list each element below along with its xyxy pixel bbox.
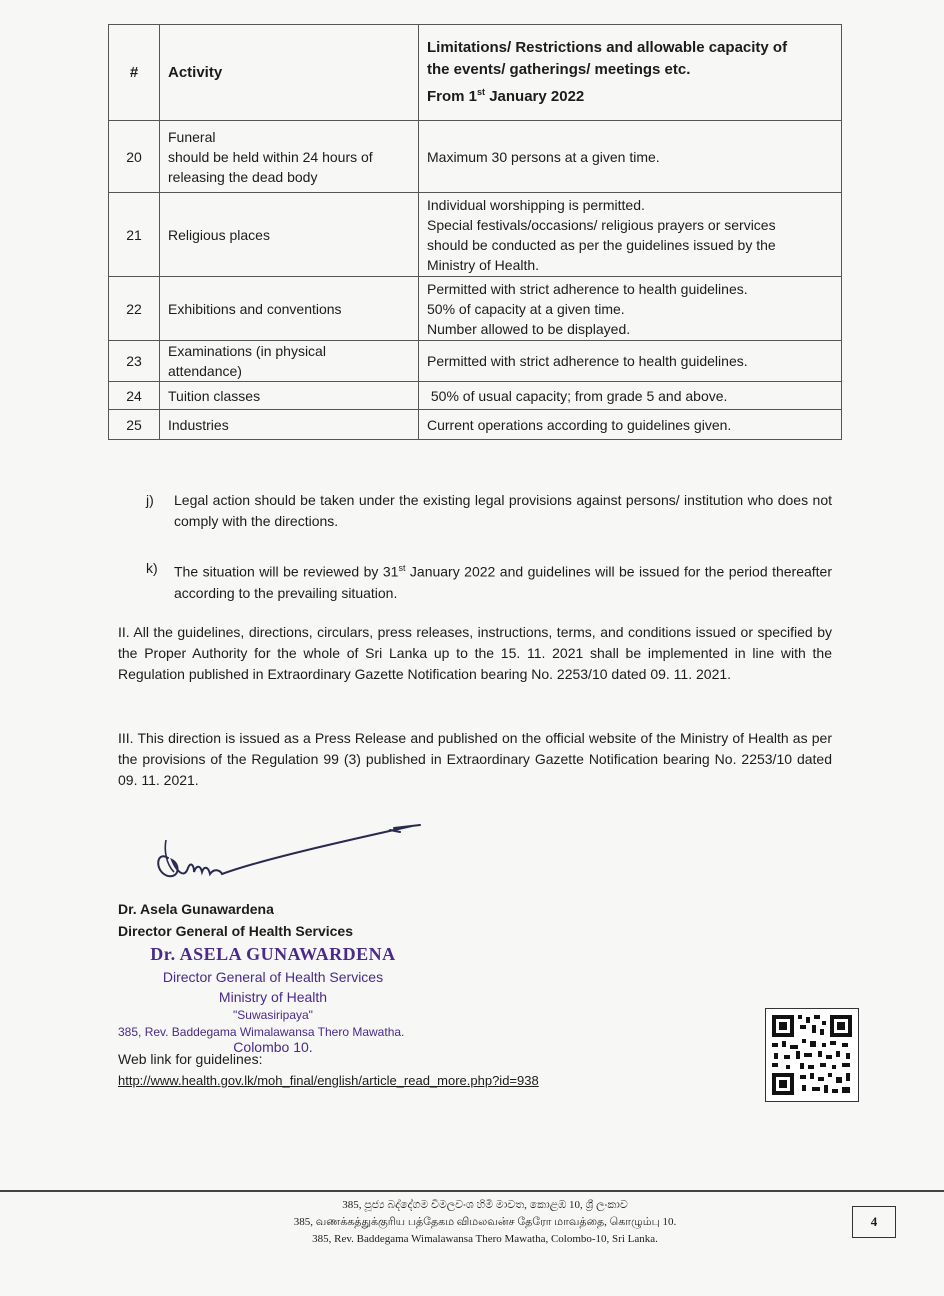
row-activity — [160, 341, 419, 382]
row-number: 25 — [109, 410, 160, 440]
activity-line: Exhibitions and conventions — [168, 300, 342, 317]
item-k-superscript: st — [398, 563, 406, 573]
signatory-title: Director General of Health Services — [118, 923, 353, 939]
page-number: 4 — [852, 1206, 896, 1238]
limitation-line: 50% of usual capacity; from grade 5 and above. — [427, 387, 728, 404]
signature-drawing — [150, 820, 430, 900]
activity-line: Tuition classes — [168, 387, 261, 404]
header-activity: Activity — [160, 25, 419, 121]
row-limitation — [419, 341, 842, 382]
footer-divider — [0, 1190, 944, 1192]
activity-line: Industries — [168, 416, 229, 433]
activity-line: should be held within 24 hours of — [168, 148, 373, 165]
row-limitation — [419, 121, 842, 193]
item-k-text — [174, 558, 832, 604]
table-row — [109, 341, 842, 382]
row-number: 23 — [109, 341, 160, 382]
limitation-line: Ministry of Health. — [427, 256, 540, 273]
activity-line: Examinations (in physical — [168, 343, 326, 359]
row-limitation — [419, 382, 842, 410]
item-j-marker: j) — [146, 492, 154, 508]
row-activity — [160, 193, 419, 277]
row-number: 21 — [109, 193, 160, 277]
item-k-text-pre: The situation will be reviewed by 31 — [174, 563, 399, 580]
item-k — [146, 558, 832, 604]
activity-line: attendance) — [168, 363, 242, 379]
stamp-building: "Suwasiripaya" — [233, 1008, 313, 1022]
stamp-title: Director General of Health Services — [162, 969, 384, 985]
row-limitation — [419, 410, 842, 440]
table-row — [109, 193, 842, 277]
section-ii-paragraph: II. All the guidelines, directions, circulars, press releases, instructions, terms, and conditions issued or specified by the Proper Authority for the whole of Sri Lanka up to the 15. 11. 2021 shall be implemented in line with the Regulation published in Extraordinary Gazette Notification bearing No. 2253/10 dated 09. 11. 2021. — [118, 624, 832, 682]
stamp-city: Colombo 10. — [233, 1039, 313, 1055]
guidelines-link[interactable]: http://www.health.gov.lk/moh_final/english/article_read_more.php?id=938 — [118, 1073, 539, 1088]
web-link-label: Web link for guidelines: — [118, 1051, 263, 1067]
header-date-suffix: January 2022 — [485, 88, 585, 105]
limitation-line: 50% of capacity at a given time. — [427, 300, 625, 317]
limitation-line: Individual worshipping is permitted. — [427, 196, 645, 213]
stamp-name: Dr. ASELA GUNAWARDENA — [150, 944, 396, 964]
activity-line: Funeral — [168, 128, 216, 145]
header-number: # — [109, 25, 160, 121]
header-limitations-line2: the events/ gatherings/ meetings etc. — [427, 61, 691, 78]
limitation-line: should be conducted as per the guidelines issued by the — [427, 236, 776, 253]
footer-address-tamil: 385, வணக்கத்துக்குரிய பத்தேகம விமலவன்ச தேரோ மாவத்தை, கொழும்பு 10. — [293, 1216, 677, 1228]
row-activity — [160, 410, 419, 440]
row-limitation — [419, 193, 842, 277]
limitation-line: Current operations according to guidelines given. — [427, 416, 732, 433]
row-activity — [160, 277, 419, 341]
limitation-line: Permitted with strict adherence to health guidelines. — [427, 353, 748, 369]
header-date-prefix: From 1 — [427, 88, 478, 105]
stamp-address: 385, Rev. Baddegama Wimalawansa Thero Mawatha. — [118, 1025, 405, 1039]
footer-address-sinhala: 385, පූජ්‍ය බද්දේගම විමලවංශ හිමි මාවත, කොළඹ 10, ශ්‍රී ලංකාව — [342, 1199, 628, 1211]
table-row — [109, 410, 842, 440]
section-iii-paragraph: III. This direction is issued as a Press Release and published on the official website of the Ministry of Health as per the provisions of the Regulation 99 (3) published in Extraordinary Gazette Notification bearing No. 2253/10 dated 09. 11. 2021. — [118, 730, 832, 788]
item-k-text-post: January 2022 and guidelines will be issued for the period thereafter according to the prevailing situation. — [174, 563, 832, 601]
qr-code — [765, 1008, 859, 1102]
header-date-superscript: st — [477, 87, 486, 97]
item-j-text: Legal action should be taken under the existing legal provisions against persons/ institution who does not comply with the directions. — [174, 492, 832, 529]
footer-address — [250, 1197, 720, 1248]
row-number: 22 — [109, 277, 160, 341]
footer-address-english: 385, Rev. Baddegama Wimalawansa Thero Mawatha, Colombo-10, Sri Lanka. — [312, 1233, 658, 1245]
limitation-line: Maximum 30 persons at a given time. — [427, 148, 660, 165]
header-limitations-line3 — [427, 81, 833, 108]
official-stamp — [118, 944, 428, 1054]
row-limitation — [419, 277, 842, 341]
table-row — [109, 121, 842, 193]
row-number: 20 — [109, 121, 160, 193]
restrictions-table — [108, 24, 842, 440]
item-j — [146, 490, 832, 532]
row-activity — [160, 121, 419, 193]
header-limitations — [419, 25, 842, 121]
activity-line: Religious places — [168, 226, 270, 243]
signatory-name: Dr. Asela Gunawardena — [118, 901, 274, 917]
row-activity — [160, 382, 419, 410]
limitation-line: Number allowed to be displayed. — [427, 320, 631, 337]
header-limitations-line1: Limitations/ Restrictions and allowable capacity of — [427, 39, 788, 56]
limitation-line: Special festivals/occasions/ religious prayers or services — [427, 216, 776, 233]
table-row — [109, 382, 842, 410]
row-number: 24 — [109, 382, 160, 410]
item-k-marker: k) — [146, 560, 158, 576]
table-header-row — [109, 25, 842, 121]
activity-line: releasing the dead body — [168, 168, 318, 185]
limitation-line: Permitted with strict adherence to health guidelines. — [427, 280, 748, 297]
table-row — [109, 277, 842, 341]
stamp-ministry: Ministry of Health — [218, 989, 328, 1005]
